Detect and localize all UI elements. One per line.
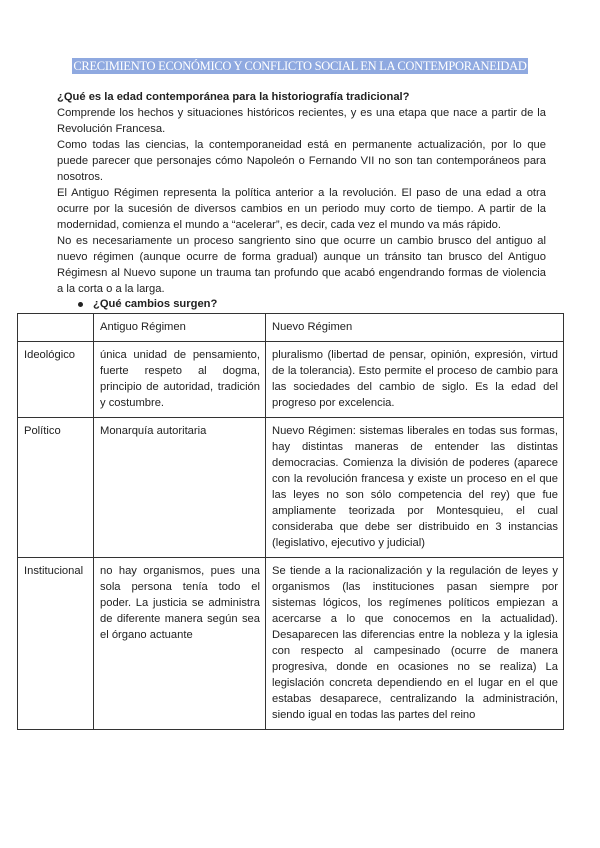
bullet-icon <box>78 302 83 307</box>
table-header-row <box>18 314 564 342</box>
title-text: CRECIMIENTO ECONÓMICO Y CONFLICTO SOCIAL EN LA CONTEMPORANEIDAD <box>73 59 527 73</box>
table-cell: Político <box>18 418 94 558</box>
comparison-table <box>17 313 564 730</box>
table-cell: no hay organismos, pues una sola persona tenía todo el poder. La justicia se administra de diferente manera según sea el órgano actuante <box>94 558 266 730</box>
document-title <box>0 57 600 75</box>
paragraph: El Antiguo Régimen representa la política anterior a la revolución. El paso de una edad a otra ocurre por la sucesión de diversos cambios en un periodo muy corto de tiempo. A partir de la modernidad, comienza el mundo a “acelerar”, es decir, cada vez el mundo va más rápido. <box>57 187 546 231</box>
document-body <box>57 89 546 297</box>
paragraph: Como todas las ciencias, la contemporaneidad está en permanente actualización, por lo que puede parecer que personajes cómo Napoleón o Fernando VII no son tan contemporáneos para nosotros. <box>57 139 546 183</box>
paragraph: No es necesariamente un proceso sangriento sino que ocurre un cambio brusco del antiguo al nuevo régimen (aunque ocurre de forma gradual) aunque un tránsito tan brusco del Antiguo Régimesn al Nuevo supone un trauma tan profundo que acabó engendrando formas de violencia a la corta o a la larga. <box>57 235 546 295</box>
table-header <box>18 314 94 342</box>
table-row <box>18 558 564 730</box>
table-cell: Se tiende a la racionalización y la regulación de leyes y organismos (las instituciones pasan siempre por sistemas lógicos, los regímenes políticos empiezan a acercarse a lo que conocemos en la actualidad). Desaparecen las diferencias entre la nobleza y la iglesia con respecto al campesinado (ocurre de manera progresiva, donde en ocasiones no se realiza) La legislación concreta dependiendo en el lugar en el que estabas desaparece, centralizando la administración, siendo igual en todas las partes del reino <box>266 558 564 730</box>
bullet-text: ¿Qué cambios surgen? <box>93 298 218 310</box>
table-header: Antiguo Régimen <box>94 314 266 342</box>
section-question: ¿Qué es la edad contemporánea para la historiografía tradicional? <box>57 91 410 103</box>
paragraph: Comprende los hechos y situaciones históricos recientes, y es una etapa que nace a partir de la Revolución Francesa. <box>57 107 546 135</box>
table-cell: Ideológico <box>18 342 94 418</box>
table-cell: Monarquía autoritaria <box>94 418 266 558</box>
table-cell: Institucional <box>18 558 94 730</box>
table-cell: única unidad de pensamiento, fuerte respeto al dogma, principio de autoridad, tradición y costumbre. <box>94 342 266 418</box>
table-header: Nuevo Régimen <box>266 314 564 342</box>
table-row <box>18 342 564 418</box>
table-row <box>18 418 564 558</box>
table-cell: pluralismo (libertad de pensar, opinión, expresión, virtud de la tolerancia). Esto permite el proceso de cambio para las sociedades del cambio de siglo. Es la edad del progreso por excelencia. <box>266 342 564 418</box>
table-cell: Nuevo Régimen: sistemas liberales en todas sus formas, hay distintas maneras de entender las distintas democracias. Comienza la división de poderes (aparece con la revolución francesa y existe un proceso en el que las leyes no son sólo competencia del rey) que fue ampliamente teorizada por Montesquieu, el cual consideraba que debe ser distribuido en 3 instancias (legislativo, ejecutivo y judicial) <box>266 418 564 558</box>
bullet-item <box>78 298 217 310</box>
